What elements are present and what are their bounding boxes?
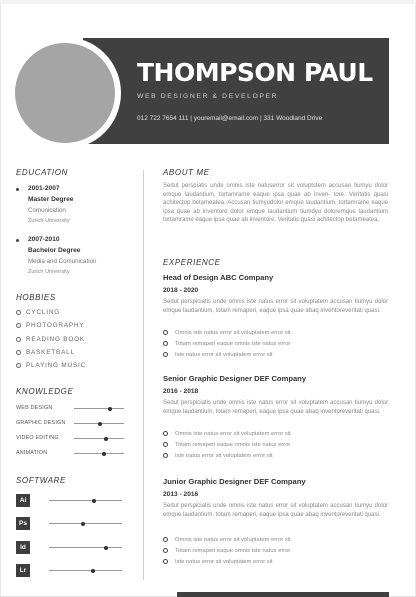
job-bullet-text: Iste natus error sit voluptatem error sit xyxy=(175,559,273,565)
footer-bar xyxy=(177,592,389,597)
software-skill xyxy=(16,517,124,530)
education-field: Comunication xyxy=(28,207,66,214)
circle-bullet-icon xyxy=(163,442,168,447)
circle-bullet-icon xyxy=(16,350,21,355)
education-years: 2007-2010 xyxy=(28,236,60,243)
education-degree: Master Degree xyxy=(28,196,74,203)
skill-label: ANIMATION xyxy=(16,450,48,456)
candidate-name: THOMPSON PAUL xyxy=(137,58,373,87)
software-badge: Id xyxy=(16,541,30,554)
hobby-item xyxy=(16,322,84,329)
skill-level-track xyxy=(49,523,122,524)
job-title: Senior Graphic Designer DEF Company xyxy=(163,374,307,383)
skill-level-marker xyxy=(104,437,108,441)
job-description: Sedut perspiciatis unde omnis iste natus error sit voluptatem accusan tiumyu dolor emque laudantium, totam remaperi, eaque ipsa quae abaq inventoreveritati quasi. xyxy=(163,299,388,314)
bullet-dot xyxy=(16,188,19,191)
skill-level-track xyxy=(49,547,122,548)
job-bullet xyxy=(163,330,291,336)
job-bullet xyxy=(163,442,290,448)
profile-photo-placeholder xyxy=(9,37,121,149)
hobbies-heading: HOBBIES xyxy=(16,293,56,302)
hobby-label: BASKETBALL xyxy=(26,349,75,356)
job-bullet xyxy=(163,537,291,543)
hobby-label: PHOTOGRAPHY xyxy=(26,322,85,329)
job-description: Sedut perspiciatis unde omnis iste natus error sit voluptatem accusan tiumyu dolor emque laudantium, totam remaperi, eaque ipsa quae abaq inventoreveritati quasi. xyxy=(163,503,388,518)
software-badge: Lr xyxy=(16,564,30,577)
education-degree: Bachelor Degree xyxy=(28,247,81,254)
skill-level-track xyxy=(74,423,124,424)
hobby-item xyxy=(16,309,60,316)
skill-level-marker xyxy=(102,452,106,456)
knowledge-skill xyxy=(16,405,124,413)
knowledge-skill xyxy=(16,435,124,443)
job-bullet xyxy=(163,341,290,347)
job-description: Sedut perspiciatis unde omnis iste natus error sit voluptatem accusan tiumyu dolor emque laudantium, totam remaperi, eaque ipsa quae abaq inventoreveritati quasi. xyxy=(163,400,388,415)
hobby-item xyxy=(16,336,85,343)
job-years: 2018 - 2020 xyxy=(163,287,199,294)
candidate-role: WEB DESIGNER & DEVELOPER xyxy=(137,93,279,100)
job-title: Junior Graphic Designer DEF Company xyxy=(163,477,306,486)
skill-label: WEB DESIGN xyxy=(16,405,53,411)
knowledge-skill xyxy=(16,450,124,458)
hobby-label: READING BOOK xyxy=(26,336,85,343)
circle-bullet-icon xyxy=(163,548,168,553)
skill-level-track xyxy=(49,500,122,501)
knowledge-skill xyxy=(16,420,124,428)
circle-bullet-icon xyxy=(163,453,168,458)
about-text: Sedut perspiatis unde omnis iste natuserror sit voluptstem accusan tiumyu dolor emque laudantium, tortamrame eaque ipsa quae ab inven- tore. Veritatis quasi achitectop betameatea. Accusan tiumyudolor emque laudantium, tortamrame eaque ipsa quae ab inventore dolor emque laudantium tiumdyu doloremque laudantium tortamrame eaque ipsa quae ab inventore. Veritatis quasi achitectop betameatea. xyxy=(163,183,388,224)
education-field: Media and Comunication xyxy=(28,258,97,265)
education-heading: EDUCATION xyxy=(16,168,68,177)
skill-level-marker xyxy=(92,499,96,503)
skill-level-track xyxy=(49,570,122,571)
software-badge: Ai xyxy=(16,494,30,507)
contact-info: 012 722 7654 111 | youremail@email.com | 331 Woodland Drive xyxy=(137,115,323,122)
job-years: 2016 - 2018 xyxy=(163,388,199,395)
circle-bullet-icon xyxy=(163,330,168,335)
education-school: Zurich University xyxy=(28,218,70,224)
job-bullet-text: Iste natus error sit voluptatem error sit xyxy=(175,453,273,459)
job-bullet-text: Totam remaperi eaque omnis iste natus error xyxy=(175,548,291,554)
job-bullet-text: Omnis iste natus error sit voluptatem error sit xyxy=(175,431,291,437)
hobby-label: CYCLING xyxy=(26,309,61,316)
circle-bullet-icon xyxy=(163,537,168,542)
circle-bullet-icon xyxy=(163,341,168,346)
circle-bullet-icon xyxy=(163,352,168,357)
education-years: 2001-2007 xyxy=(28,185,60,192)
circle-bullet-icon xyxy=(16,323,21,328)
experience-heading: EXPERIENCE xyxy=(163,258,221,267)
software-badge: Ps xyxy=(16,517,30,530)
skill-level-marker xyxy=(91,569,95,573)
hobby-item xyxy=(16,349,75,356)
skill-level-track xyxy=(74,408,124,409)
circle-bullet-icon xyxy=(163,431,168,436)
job-bullet-text: Totam remaperi eaque omnis iste natus error xyxy=(175,341,291,347)
circle-bullet-icon xyxy=(163,559,168,564)
software-heading: SOFTWARE xyxy=(16,476,66,485)
job-title: Head of Design ABC Company xyxy=(163,273,274,282)
circle-bullet-icon xyxy=(16,363,21,368)
software-skill xyxy=(16,494,124,507)
circle-bullet-icon xyxy=(16,310,21,315)
knowledge-heading: KNOWLEDGE xyxy=(16,387,74,396)
education-school: Zurich University xyxy=(28,269,70,275)
skill-level-marker xyxy=(98,422,102,426)
skill-level-marker xyxy=(104,546,108,550)
software-skill xyxy=(16,541,124,554)
skill-label: VIDEO EDITING xyxy=(16,435,59,441)
software-skill xyxy=(16,564,124,577)
job-years: 2013 - 2016 xyxy=(163,491,199,498)
job-bullet xyxy=(163,431,291,437)
job-bullet-text: Totam remaperi eaque omnis iste natus error xyxy=(175,442,291,448)
job-bullet-text: Omnis iste natus error sit voluptatem error sit xyxy=(175,537,291,543)
skill-level-track xyxy=(74,438,124,439)
job-bullet xyxy=(163,352,273,358)
skill-level-track xyxy=(74,453,124,454)
hobby-item xyxy=(16,362,86,369)
skill-level-marker xyxy=(108,407,112,411)
job-bullet-text: Iste natus error sit voluptatem error sit xyxy=(175,352,273,358)
hobby-label: PLAYING MUSIC xyxy=(26,362,86,369)
top-edge xyxy=(0,0,416,4)
column-divider xyxy=(143,170,144,580)
header-band xyxy=(83,38,389,144)
job-bullet xyxy=(163,453,273,459)
circle-bullet-icon xyxy=(16,337,21,342)
about-heading: ABOUT ME xyxy=(163,168,210,177)
job-bullet xyxy=(163,559,273,565)
job-bullet xyxy=(163,548,290,554)
bullet-dot xyxy=(16,239,19,242)
job-bullet-text: Omnis iste natus error sit voluptatem error sit xyxy=(175,330,291,336)
skill-label: GRAPHIC DESIGN xyxy=(16,420,66,426)
skill-level-marker xyxy=(81,522,85,526)
